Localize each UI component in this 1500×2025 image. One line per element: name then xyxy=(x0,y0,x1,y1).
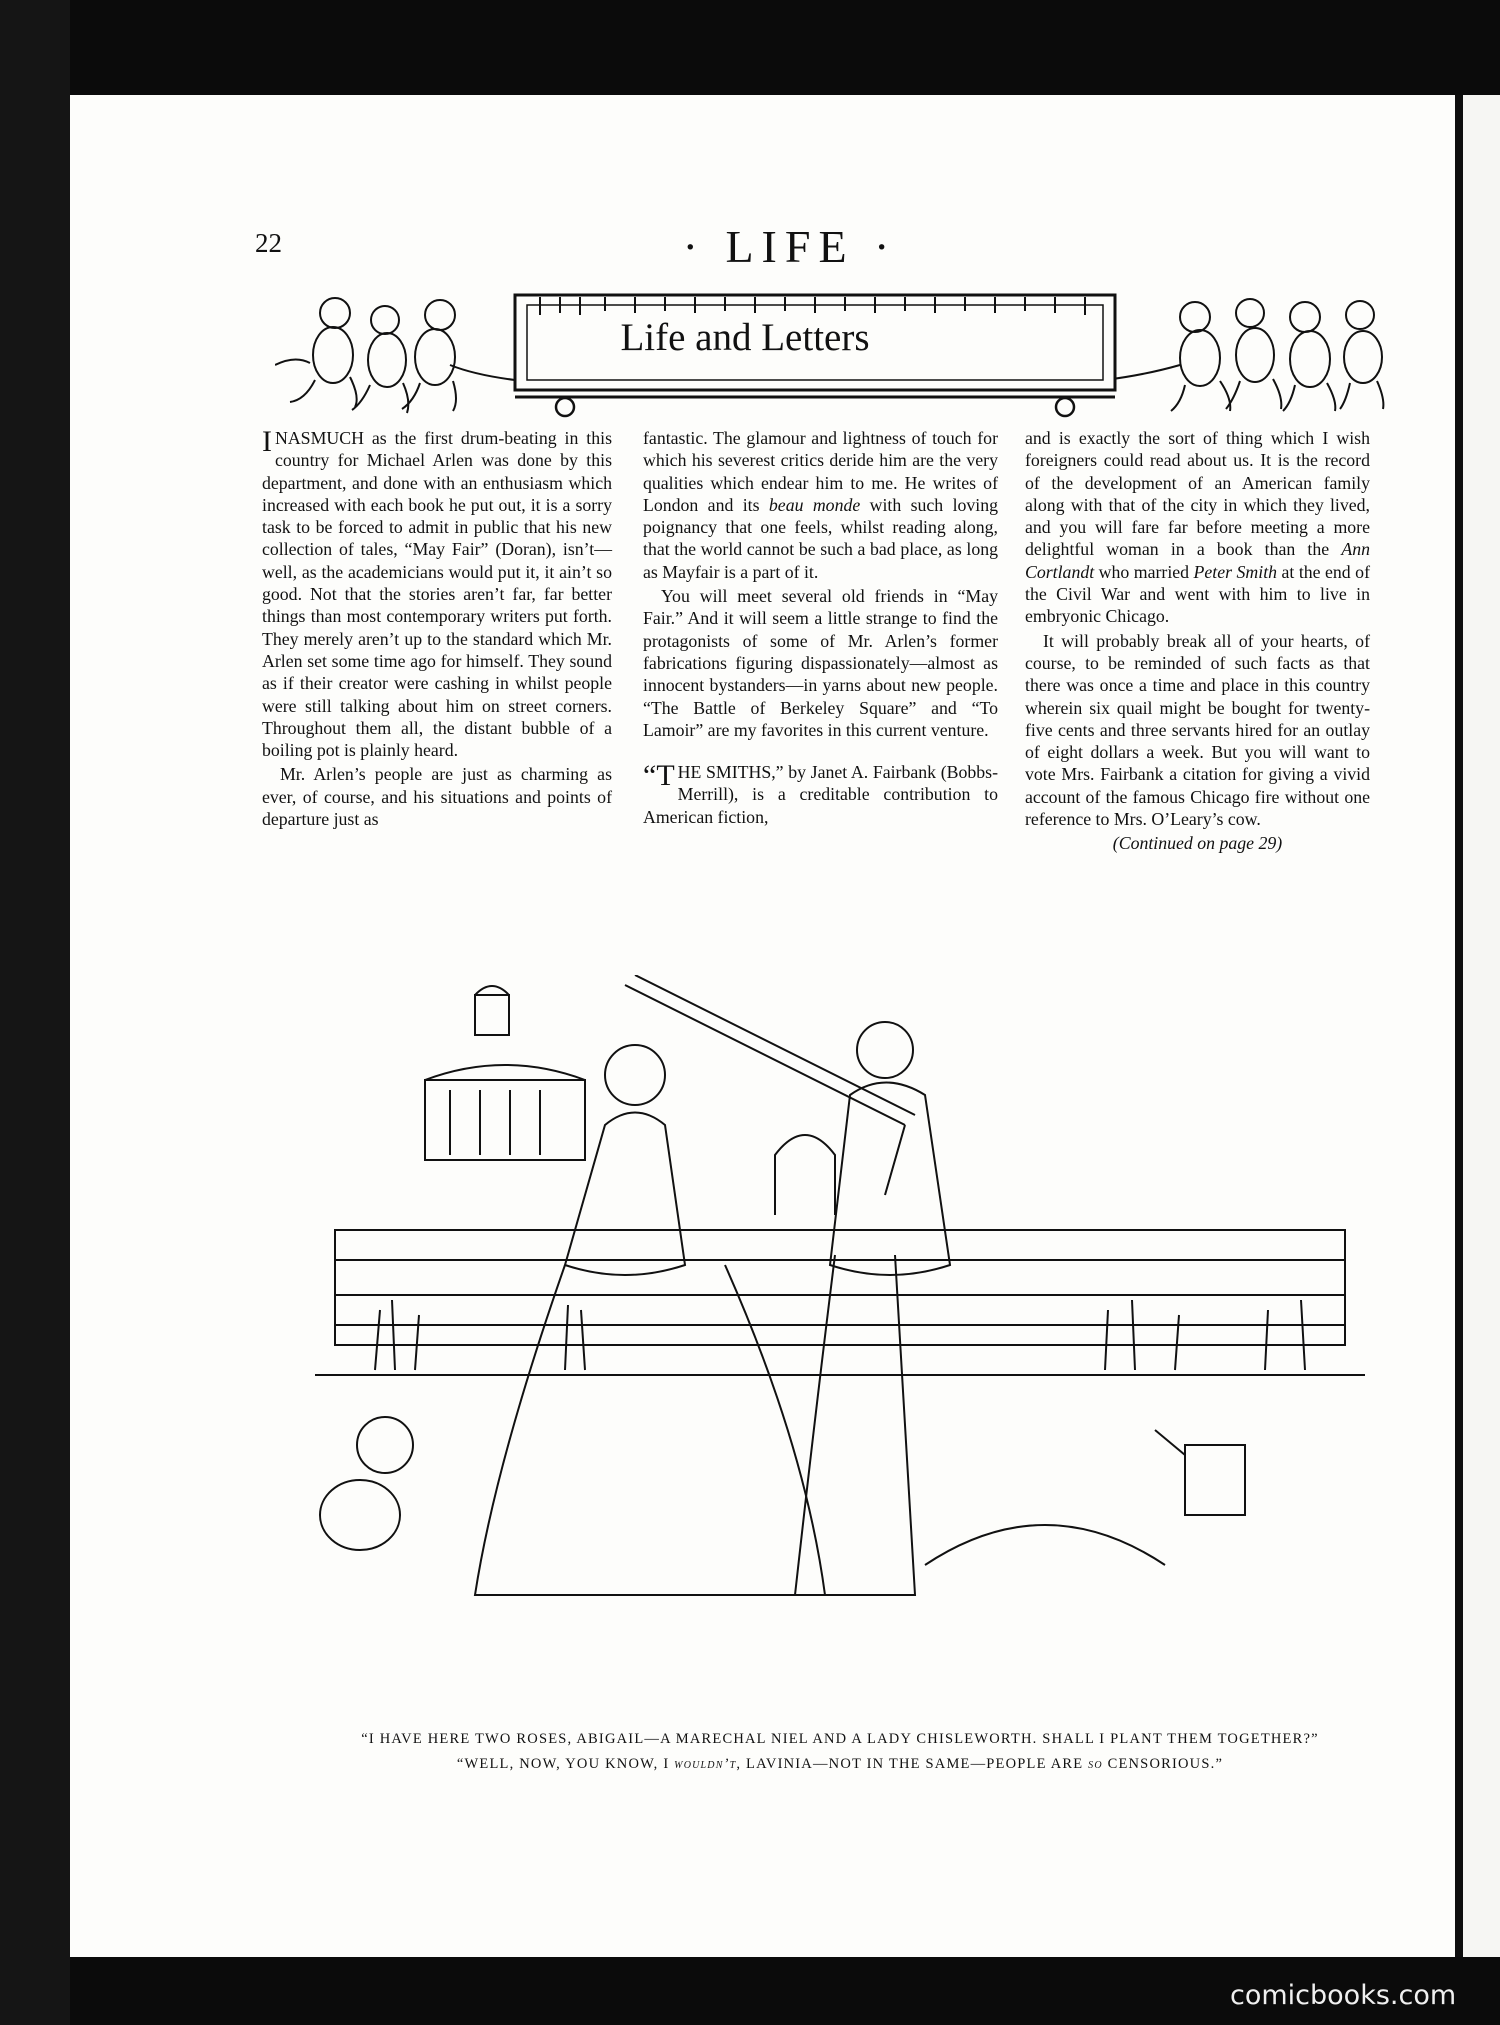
article-column-2 xyxy=(643,427,998,828)
article-column-1 xyxy=(262,427,612,830)
garden-cartoon-illustration xyxy=(305,975,1395,1695)
paragraph: You will meet several old friends in “May Fair.” And it will seem a little strange to find the protagonists of some of Mr. Arlen’s former fabrications figuring dispassionately—almost as innocent bystanders—in yarns about new people. “The Battle of Berkeley Square” and “To Lamoir” are my favorites in this current venture. xyxy=(643,586,998,740)
paragraph: “THE SMITHS,” by Janet A. Fairbank (Bobbs-Merrill), is a creditable contribution to American fiction, xyxy=(643,759,998,827)
paragraph: Mr. Arlen’s people are just as charming as ever, of course, and his situations and points of departure just as xyxy=(262,764,612,830)
section-title: Life and Letters xyxy=(620,316,870,359)
paragraph: It will probably break all of your hearts, of course, to be reminded of such facts as that there was once a time and place in this country wherein six quail might be bought for twenty-five cents and three servants hired for an outlay of eight dollars a week. But you will want to vote Mrs. Fairbank a citation for giving a vivid account of the famous Chicago fire without one reference to Mrs. O’Leary’s cow. xyxy=(1025,630,1370,830)
drop-cap: “T xyxy=(643,759,675,793)
magazine-masthead: · LIFE · xyxy=(682,221,898,272)
drop-cap: I xyxy=(262,425,272,458)
continued-note: (Continued on page 29) xyxy=(1112,833,1283,854)
paragraph: and is exactly the sort of thing which I wish foreigners could read about us. It is the record of the development of an American family along with that of the city in which they lived, and you will fare far before meeting a more delightful woman in a book than the Ann Cortlandt who married Peter Smith at the end of the Civil War and went with him to live in embryonic Chicago. xyxy=(1025,428,1370,627)
paragraph: fantastic. The glamour and lightness of touch for which his severest critics deride him are the very qualities which endear him to me. He writes of London and its beau monde with such loving poignancy that one feels, whilst reading along, that the world cannot be such a bad place, as long as Mayfair is a part of it. xyxy=(643,428,999,582)
article-column-3 xyxy=(1025,427,1370,855)
watermark: comicbooks.com xyxy=(1230,1980,1457,2011)
cartoon-caption-line-2: “WELL, NOW, YOU KNOW, I wouldn’t, LAVINIA—NOT IN THE SAME—PEOPLE ARE so CENSORIOUS.” xyxy=(456,1756,1224,1772)
cartoon-caption-line-1: “I HAVE HERE TWO ROSES, ABIGAIL—A MARECHAL NIEL AND A LADY CHISLEWORTH. SHALL I PLANT THEM TOGETHER?” xyxy=(361,1731,1319,1747)
scan-left-edge xyxy=(0,0,70,2025)
paragraph: INASMUCH as the first drum-beating in this country for Michael Arlen was done by this department, and done with an enthusiasm which increased with each book he put out, it is a sorry task to be forced to admit in public that his new collection of tales, “May Fair” (Doran), isn’t—well, as the academicians would put it, it ain’t so good. Not that the stories aren’t far, far better things than most contemporary writers put forth. They merely aren’t up to the standard which Mr. Arlen set some time ago for himself. They sound as if their creator were cashing in whilst people were still talking about him on street corners. Throughout them all, the distant bubble of a boiling pot is plainly heard. xyxy=(262,425,612,761)
page-number: 22 xyxy=(255,228,282,258)
